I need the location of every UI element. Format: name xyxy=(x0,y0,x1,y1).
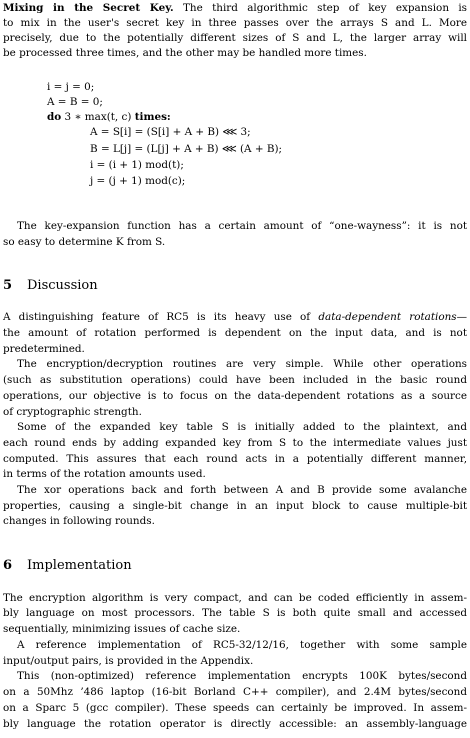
discussion-p1-line-2: the amount of rotation performed is dependent on the input data, and is not xyxy=(3,327,467,339)
section-heading-implementation xyxy=(3,558,132,573)
section-title: Implementation xyxy=(27,558,132,573)
algorithm-step-a: A = S[i] = (S[i] + A + B) ⋘ 3; xyxy=(90,126,251,138)
impl-p2-line-1: A reference implementation of RC5-32/12/16, together with some sample xyxy=(17,639,467,651)
oneway-line-2: so easy to determine K from S. xyxy=(3,236,166,248)
discussion-p4-line-3: changes in following rounds. xyxy=(3,515,155,527)
algorithm-step-b: B = L[j] = (L[j] + A + B) ⋘ (A + B); xyxy=(90,143,283,155)
emphasis-text: data-dependent rotations xyxy=(318,311,457,323)
discussion-p2-line-4: of cryptographic strength. xyxy=(3,406,142,418)
impl-p1-line-3: sequentially, minimizing issues of cache size. xyxy=(3,623,241,635)
impl-p3-line-2: on a 50Mhz ’486 laptop (16-bit Borland C++ compiler), and 2.4M bytes/second xyxy=(3,686,467,698)
discussion-p1-line-3: predetermined. xyxy=(3,343,85,355)
algorithm-step-i: i = (i + 1) mod(t); xyxy=(90,159,184,171)
oneway-line-1: The key-expansion function has a certain amount of “one-wayness”: it is not xyxy=(17,220,467,232)
intro-line-2: to mix in the user's secret key in three passes over the arrays S and L. More xyxy=(3,17,467,29)
discussion-p4-line-2: properties, causing a single-bit change in an input block to cause multiple-bit xyxy=(3,500,467,512)
discussion-p3-line-1: Some of the expanded key table S is initially added to the plaintext, and xyxy=(17,421,467,433)
section-number: 5 xyxy=(3,278,13,293)
discussion-p1-line-1 xyxy=(3,311,467,324)
section-heading-discussion xyxy=(3,278,98,293)
runin-title: Mixing in the Secret Key. xyxy=(3,2,174,14)
p1-dash: — xyxy=(456,311,467,323)
keyword-do: do xyxy=(47,111,62,123)
impl-p1-line-2: bly language on most processors. The table S is both quite small and accessed xyxy=(3,607,467,619)
impl-p3-line-3: on a Sparc 5 (gcc compiler). These speeds can certainly be improved. In assem- xyxy=(3,702,467,714)
algorithm-init-ij: i = j = 0; xyxy=(47,81,95,93)
impl-p2-line-2: input/output pairs, is provided in the Appendix. xyxy=(3,655,254,667)
intro-line-3: precisely, due to the potentially different sizes of S and L, the larger array will xyxy=(3,32,467,44)
discussion-p4-line-1: The xor operations back and forth between A and B provide some avalanche xyxy=(17,484,467,496)
intro-line-1 xyxy=(3,2,467,15)
discussion-p2-line-1: The encryption/decryption routines are very simple. While other operations xyxy=(17,358,467,370)
section-number: 6 xyxy=(3,558,13,573)
discussion-p2-line-3: operations, our objective is to focus on the data-dependent rotations as a source xyxy=(3,390,467,402)
algorithm-init-ab: A = B = 0; xyxy=(47,96,103,108)
discussion-p3-line-4: in terms of the rotation amounts used. xyxy=(3,468,206,480)
discussion-p3-line-2: each round ends by adding expanded key from S to the intermediate values just xyxy=(3,437,467,449)
algorithm-step-j: j = (j + 1) mod(c); xyxy=(90,175,186,187)
impl-p3-line-4: bly language the rotation operator is directly accessible: an assembly-language xyxy=(3,718,467,730)
algorithm-loop-header xyxy=(47,111,171,124)
intro-text: The third algorithmic step of key expansion is xyxy=(183,2,467,14)
impl-p3-line-1: This (non-optimized) reference implementation encrypts 100K bytes/second xyxy=(17,670,467,682)
section-title: Discussion xyxy=(27,278,98,293)
impl-p1-line-1: The encryption algorithm is very compact, and can be coded efficiently in assem- xyxy=(3,592,467,604)
discussion-p3-line-3: computed. This assures that each round acts in a potentially different manner, xyxy=(3,453,467,465)
p1-start-text: A distinguishing feature of RC5 is its heavy use of xyxy=(3,311,311,323)
discussion-p2-line-2: (such as substitution operations) could have been included in the basic round xyxy=(3,374,467,386)
loop-expression: 3 ∗ max(t, c) xyxy=(64,111,132,123)
keyword-times: times: xyxy=(134,111,171,123)
intro-line-4: be processed three times, and the other may be handled more times. xyxy=(3,47,367,59)
